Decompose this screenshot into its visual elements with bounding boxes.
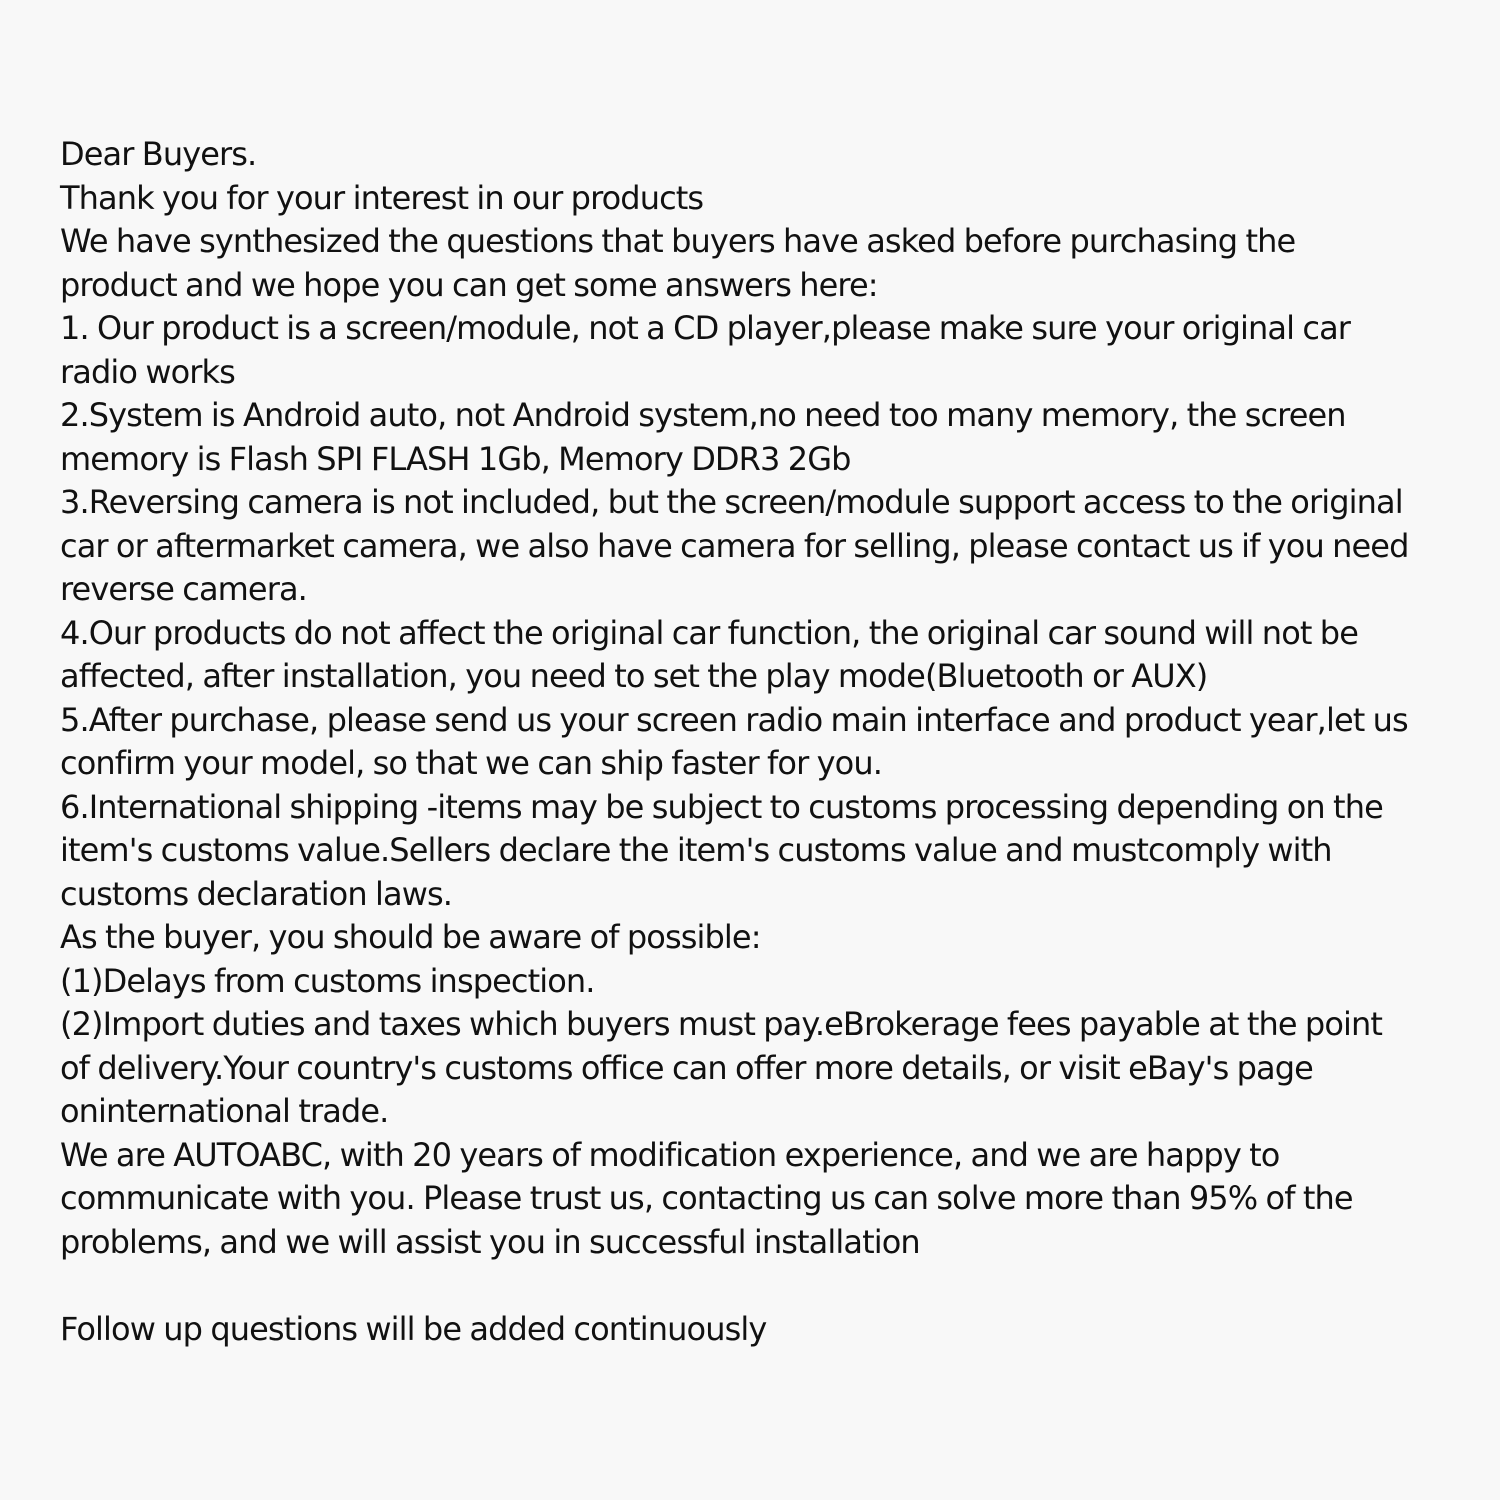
faq-item-6: 6.International shipping -items may be subject to customs processing depending on the bbox=[60, 787, 1383, 826]
faq-item-2: 2.System is Android auto, not Android system,no need too many memory, the screen bbox=[60, 396, 1346, 434]
faq-item-4: affected, after installation, you need to set the play mode(Bluetooth or AUX) bbox=[60, 657, 1208, 695]
spacer bbox=[60, 1264, 1472, 1308]
faq-item-2: memory is Flash SPI FLASH 1Gb, Memory DDR3 2Gb bbox=[60, 439, 851, 478]
customs-subitem-1: (1)Delays from customs inspection. bbox=[60, 961, 595, 1000]
aware-heading: As the buyer, you should be aware of possible: bbox=[60, 918, 761, 956]
faq-item-5: 5.After purchase, please send us your screen radio main interface and product year,let us bbox=[60, 700, 1408, 739]
customs-subitem-2: of delivery.Your country's customs office can offer more details, or visit eBay's page bbox=[60, 1048, 1313, 1087]
faq-item-6: customs declaration laws. bbox=[60, 874, 453, 913]
faq-item-3: 3.Reversing camera is not included, but the screen/module support access to the original bbox=[60, 483, 1403, 521]
footer-note: Follow up questions will be added continuously bbox=[60, 1309, 767, 1348]
faq-item-6: item's customs value.Sellers declare the item's customs value and mustcomply with bbox=[60, 831, 1332, 869]
faq-item-5: confirm your model, so that we can ship faster for you. bbox=[60, 744, 883, 782]
customs-subitem-2: oninternational trade. bbox=[60, 1092, 389, 1130]
intro-line: Thank you for your interest in our products bbox=[60, 178, 704, 217]
greeting-line: Dear Buyers. bbox=[60, 135, 257, 173]
about-paragraph: We are AUTOABC, with 20 years of modification experience, and we are happy to bbox=[60, 1135, 1280, 1174]
faq-item-1: 1. Our product is a screen/module, not a CD player,please make sure your original car bbox=[60, 309, 1351, 347]
intro-line: We have synthesized the questions that buyers have asked before purchasing the bbox=[60, 222, 1296, 260]
intro-line: product and we hope you can get some answers here: bbox=[60, 265, 878, 304]
about-paragraph: communicate with you. Please trust us, contacting us can solve more than 95% of the bbox=[60, 1179, 1353, 1217]
faq-item-1: radio works bbox=[60, 352, 235, 391]
faq-item-4: 4.Our products do not affect the original car function, the original car sound will not be bbox=[60, 613, 1358, 652]
faq-item-3: reverse camera. bbox=[60, 570, 307, 608]
about-paragraph: problems, and we will assist you in successful installation bbox=[60, 1222, 920, 1261]
customs-subitem-2: (2)Import duties and taxes which buyers must pay.eBrokerage fees payable at the point bbox=[60, 1005, 1383, 1043]
faq-item-3: car or aftermarket camera, we also have camera for selling, please contact us if you need bbox=[60, 526, 1409, 565]
